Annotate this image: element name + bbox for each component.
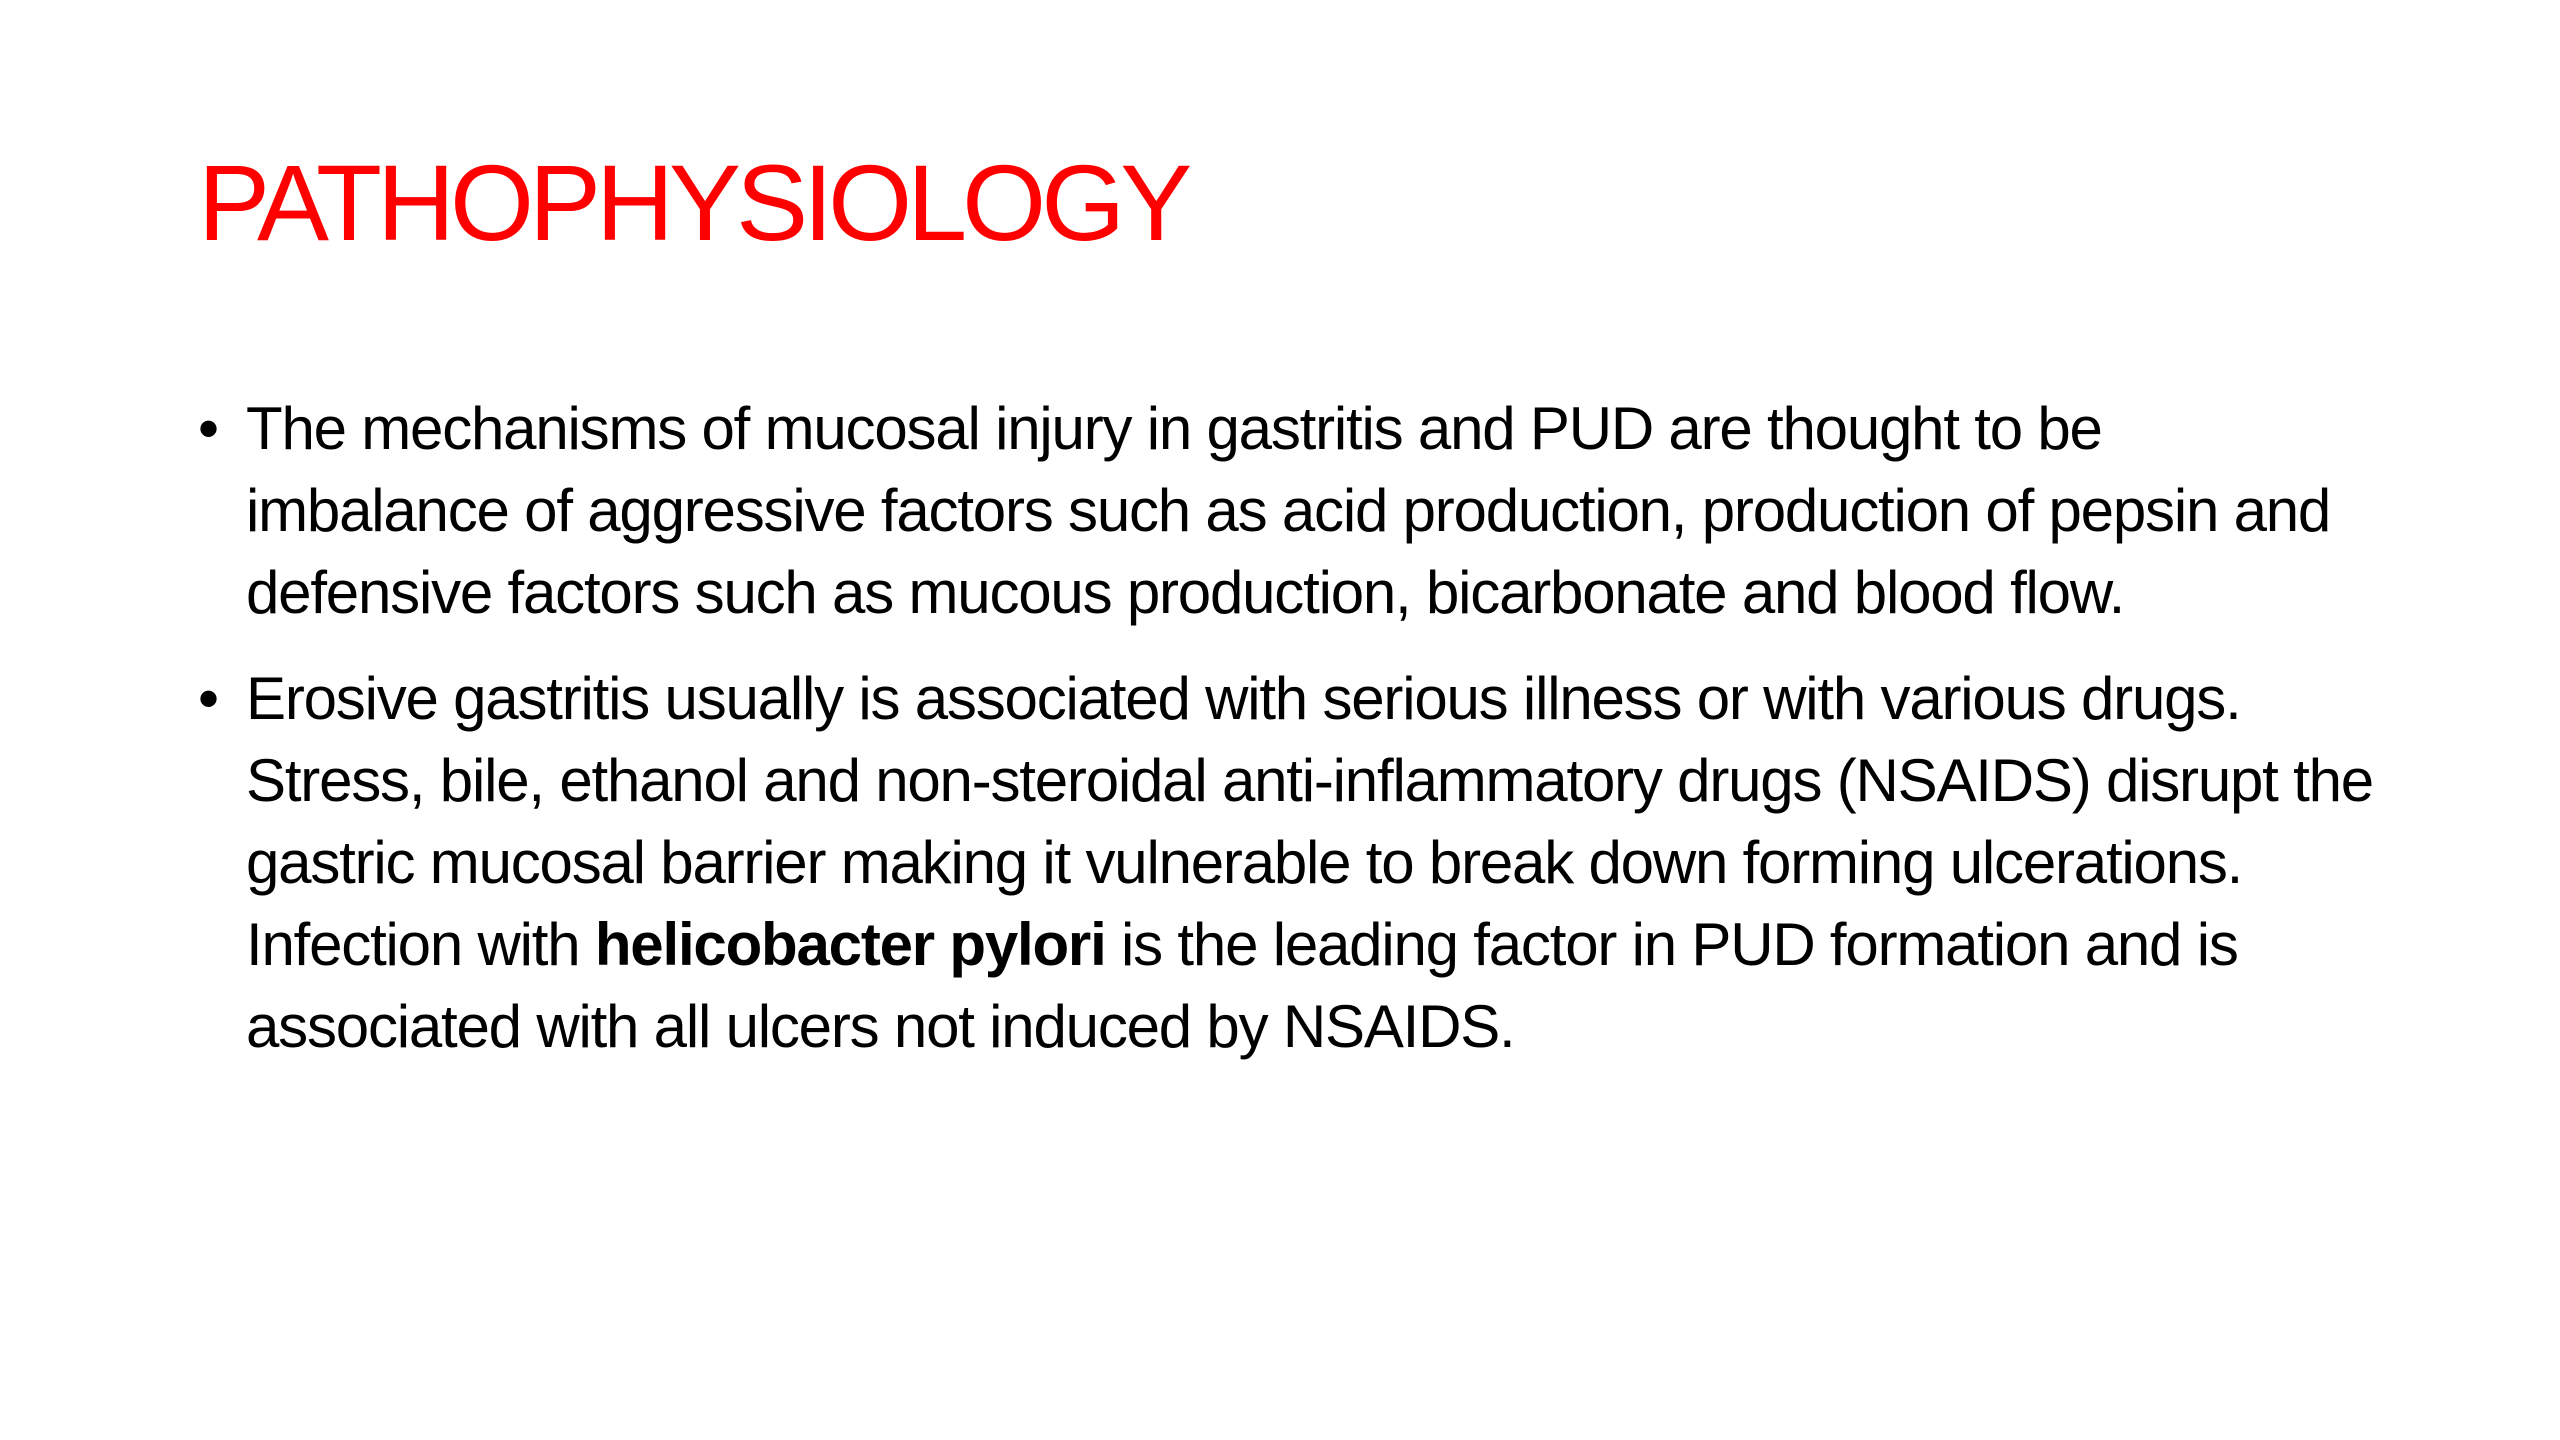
bullet-icon: • (198, 395, 218, 462)
bullet-text (246, 665, 2373, 1060)
bullet-list (198, 388, 2378, 1092)
bullet-text-before: Erosive gastritis usually is associated with serious illness or with various drugs. Stress, bile, ethanol and non-steroidal anti-inflammatory drugs (NSAIDS) disrupt the gastric mucosal barrier making it vulnerable to break down forming ulcerations. Infection with (246, 665, 2373, 978)
bullet-text: The mechanisms of mucosal injury in gastritis and PUD are thought to be imbalance of aggressive factors such as acid production, production of pepsin and defensive factors such as mucous production, bicarbonate and blood flow. (246, 395, 2331, 626)
slide-title: PATHOPHYSIOLOGY (198, 142, 1188, 263)
bullet-item-mechanisms (198, 388, 2378, 634)
bullet-text-bold: helicobacter pylori (594, 911, 1106, 978)
bullet-item-erosive-gastritis (198, 658, 2378, 1068)
bullet-text-after: is the leading factor in PUD formation and is associated with all ulcers not induced by NSAIDS. (246, 911, 2238, 1060)
bullet-icon: • (198, 665, 218, 732)
